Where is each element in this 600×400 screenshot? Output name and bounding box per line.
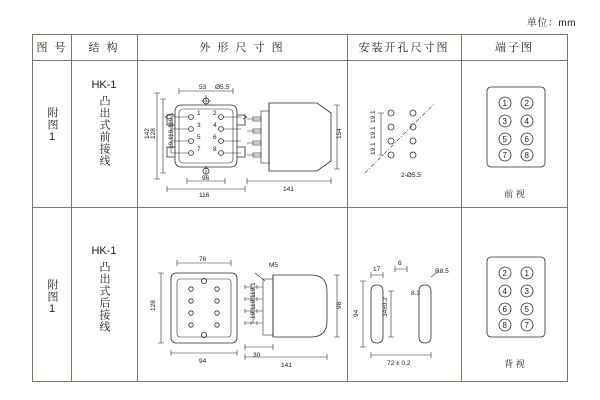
svg-text:128: 128 (150, 128, 157, 139)
header-outline: 外 形 尺 寸 图 (199, 42, 285, 54)
row1-outline-drawing (141, 81, 345, 203)
svg-text:17: 17 (373, 266, 381, 273)
spec-table (32, 34, 568, 382)
svg-text:R8.5: R8.5 (435, 268, 449, 275)
row2-structure-desc-text: 凸出式后接线 (98, 261, 110, 333)
row-divider (33, 207, 567, 208)
header-structure: 结 构 (88, 42, 120, 54)
svg-text:19.1: 19.1 (370, 110, 377, 123)
svg-text:34±0.2: 34±0.2 (382, 297, 389, 317)
svg-text:7: 7 (197, 146, 201, 153)
svg-text:98: 98 (336, 301, 343, 309)
svg-text:8: 8 (502, 321, 507, 330)
svg-text:5: 5 (502, 135, 507, 144)
svg-text:4: 4 (524, 117, 529, 126)
header-no: 图 号 (36, 42, 68, 54)
row2-terminal-diagram (481, 251, 551, 361)
svg-text:19.1: 19.1 (250, 306, 257, 319)
svg-text:94: 94 (353, 309, 360, 317)
svg-text:141: 141 (281, 362, 292, 369)
svg-text:141: 141 (283, 186, 294, 193)
svg-text:76: 76 (199, 256, 207, 263)
svg-text:2-Ø5.5: 2-Ø5.5 (401, 172, 421, 179)
row2-structure-desc (71, 261, 137, 336)
svg-text:8: 8 (213, 146, 217, 153)
row2-no-text: 附图1 (46, 279, 58, 316)
svg-text:1: 1 (502, 99, 507, 108)
col-divider-3 (347, 35, 348, 381)
svg-text:1: 1 (524, 269, 529, 278)
unit-note: 单位：mm (526, 18, 576, 29)
svg-text:19.1: 19.1 (250, 294, 257, 307)
svg-text:30: 30 (253, 352, 261, 359)
svg-text:6: 6 (398, 260, 402, 267)
row2-no (33, 279, 71, 319)
row2-outline-drawing (141, 251, 345, 377)
svg-text:6: 6 (213, 134, 217, 141)
svg-text:2: 2 (502, 269, 507, 278)
svg-text:6: 6 (502, 305, 507, 314)
svg-text:8.3: 8.3 (411, 290, 421, 297)
row1-terminal-diagram (481, 81, 551, 191)
svg-text:19.1: 19.1 (370, 142, 377, 155)
svg-text:53: 53 (199, 84, 207, 91)
svg-text:128: 128 (150, 300, 157, 311)
col-divider-2 (137, 35, 138, 381)
svg-text:19.1: 19.1 (168, 112, 175, 125)
svg-text:4: 4 (502, 287, 507, 296)
svg-text:19.1: 19.1 (370, 126, 377, 139)
svg-text:19.1: 19.1 (168, 136, 175, 149)
header-mounting: 安装开孔尺寸图 (358, 42, 450, 54)
svg-text:Ø5.5: Ø5.5 (215, 84, 230, 91)
svg-text:8: 8 (524, 151, 529, 160)
svg-text:142: 142 (144, 128, 151, 139)
header-terminal: 端子图 (495, 42, 534, 54)
svg-text:116: 116 (199, 192, 210, 199)
svg-text:3: 3 (502, 117, 507, 126)
svg-text:19.1: 19.1 (168, 124, 175, 137)
svg-text:7: 7 (502, 151, 507, 160)
svg-text:6: 6 (524, 135, 529, 144)
row2-terminal-caption: 背 视 (504, 359, 525, 369)
svg-text:2: 2 (213, 110, 217, 117)
svg-text:3: 3 (524, 287, 529, 296)
row1-no (33, 107, 71, 147)
svg-text:96: 96 (202, 175, 210, 182)
svg-text:19.1: 19.1 (250, 282, 257, 295)
svg-text:5: 5 (197, 134, 201, 141)
svg-text:2: 2 (524, 99, 529, 108)
col-divider-4 (461, 35, 462, 381)
svg-text:4: 4 (213, 122, 217, 129)
svg-text:154: 154 (336, 128, 343, 139)
row2-structure-model: HK-1 (91, 245, 117, 257)
svg-text:5: 5 (524, 305, 529, 314)
svg-text:3: 3 (197, 122, 201, 129)
row1-structure-desc (71, 95, 137, 170)
row1-structure-desc-text: 凸出式前接线 (98, 95, 110, 167)
row2-mounting-drawing (351, 251, 459, 371)
row1-structure-model: HK-1 (91, 79, 117, 91)
svg-text:72 ± 0.2: 72 ± 0.2 (387, 360, 411, 367)
svg-text:M5: M5 (269, 262, 279, 269)
row1-terminal-caption: 前 视 (504, 189, 525, 199)
row1-mounting-drawing (355, 85, 455, 195)
svg-text:7: 7 (524, 321, 529, 330)
row1-no-text: 附图1 (46, 107, 58, 144)
svg-text:94: 94 (199, 358, 207, 365)
svg-text:1: 1 (197, 110, 201, 117)
